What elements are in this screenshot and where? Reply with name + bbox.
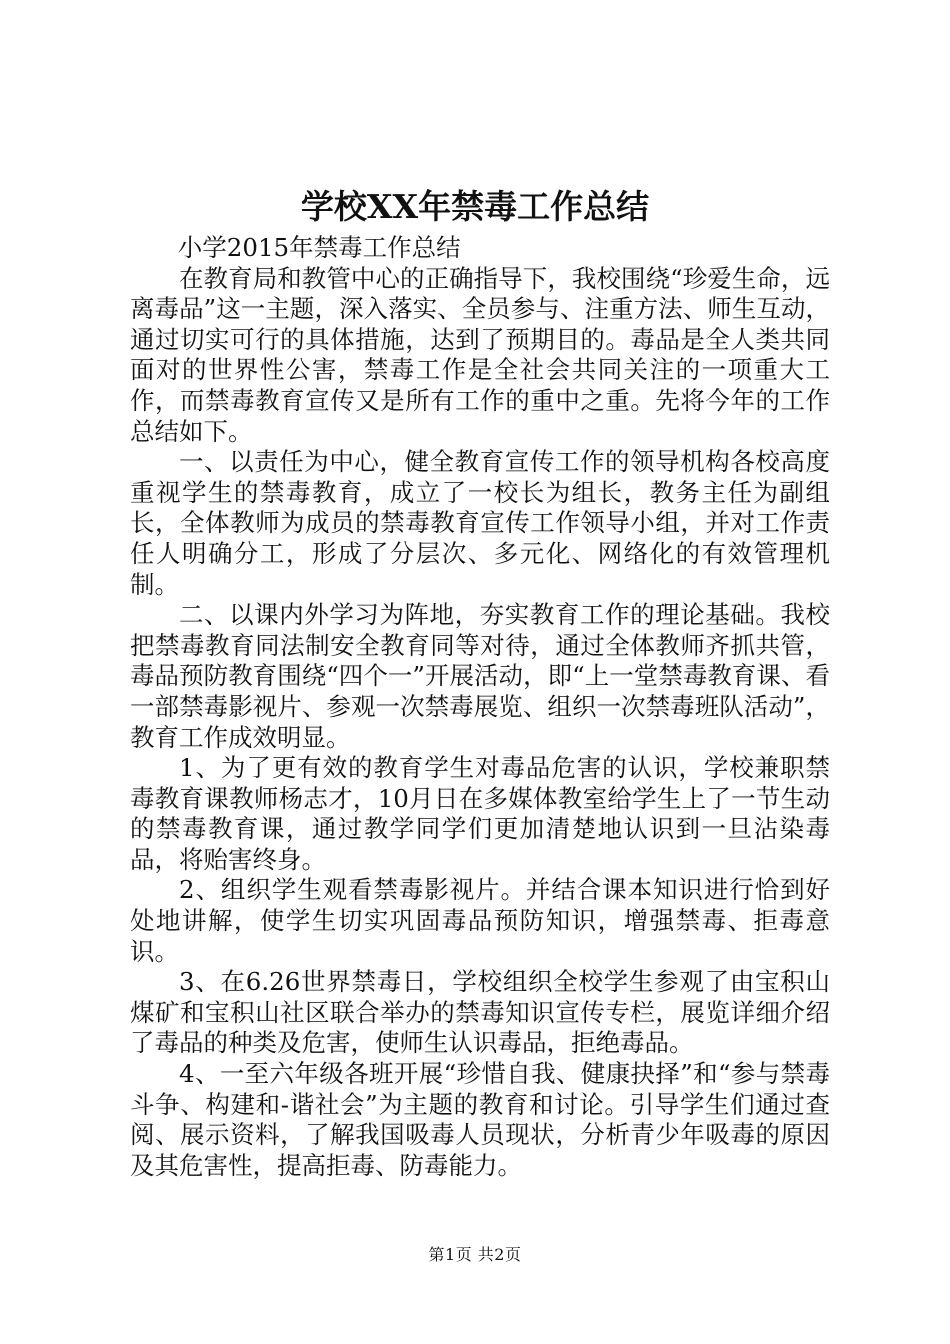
paragraph-item-4: 4、一至六年级各班开展“珍惜自我、健康抉择”和“参与禁毒斗争、构建和-谐社会”为主题的教育和讨论。引导学生们通过查阅、展示资料，了解我国吸毒人员现状，分析青少年吸毒的原因及其危害性，提高拒毒、防毒能力。 <box>130 1059 830 1180</box>
paragraph-item-2: 2、组织学生观看禁毒影视片。并结合课本知识进行恰到好处地讲解，使学生切实巩固毒品预防知识，增强禁毒、拒毒意识。 <box>130 875 830 966</box>
document-title: 学校XX年禁毒工作总结 <box>300 187 650 226</box>
paragraph-section-1: 一、以责任为中心，健全教育宣传工作的领导机构各校高度重视学生的禁毒教育，成立了一校长为组长，教务主任为副组长，全体教师为成员的禁毒教育宣传工作领导小组，并对工作责任人明确分工，形成了分层次、多元化、网络化的有效管理机制。 <box>130 447 830 599</box>
paragraph-item-3: 3、在6.26世界禁毒日，学校组织全校学生参观了由宝积山煤矿和宝积山社区联合举办的禁毒知识宣传专栏，展览详细介绍了毒品的种类及危害，使师生认识毒品，拒绝毒品。 <box>130 967 830 1058</box>
page-number-footer: 第1页 共2页 <box>428 1245 522 1264</box>
document-subtitle: 小学2015年禁毒工作总结 <box>177 233 461 262</box>
document-body <box>130 233 830 1181</box>
paragraph-section-2: 二、以课内外学习为阵地，夯实教育工作的理论基础。我校把禁毒教育同法制安全教育同等对待，通过全体教师齐抓共管，毒品预防教育围绕“四个一”开展活动，即“上一堂禁毒教育课、看一部禁毒影视片、参观一次禁毒展览、组织一次禁毒班队活动”，教育工作成效明显。 <box>130 600 830 752</box>
paragraph-intro: 在教育局和教管中心的正确指导下，我校围绕“珍爱生命，远离毒品”这一主题，深入落实、全员参与、注重方法、师生互动，通过切实可行的具体措施，达到了预期目的。毒品是全人类共同面对的世界性公害，禁毒工作是全社会共同关注的一项重大工作，而禁毒教育宣传又是所有工作的重中之重。先将今年的工作总结如下。 <box>130 263 830 446</box>
paragraph-item-1: 1、为了更有效的教育学生对毒品危害的认识，学校兼职禁毒教育课教师杨志才，10月日在多媒体教室给学生上了一节生动的禁毒教育课，通过教学同学们更加清楚地认识到一旦沾染毒品，将贻害终身。 <box>130 753 830 874</box>
